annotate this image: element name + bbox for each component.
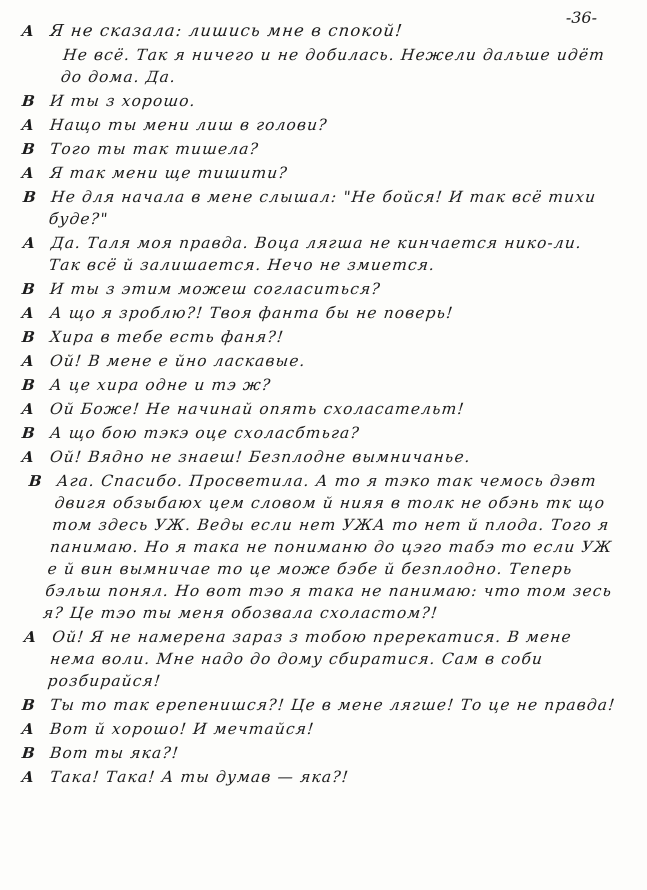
dialogue-text: И ты з этим можеш согласиться? [49, 280, 382, 298]
speaker-marker: B [21, 424, 37, 442]
dialogue-line [21, 742, 618, 764]
dialogue-line [21, 114, 618, 136]
dialogue-text: Да. Таля моя правда. Воца лягша не кинчается нико-ли. Так всё й залишается. Нечо не змиется. [47, 234, 583, 274]
dialogue-line [21, 374, 618, 396]
speaker-marker: A [21, 448, 36, 466]
dialogue-text: Ой! Вядно не знаеш! Безплодне вымничанье. [49, 448, 472, 466]
dialogue-line [21, 278, 618, 300]
speaker-marker: B [27, 472, 44, 490]
dialogue-line [21, 446, 618, 468]
dialogue-text: Ой Боже! Не начинай опять схоласательт! [49, 400, 466, 418]
dialogue-text: И ты з хорошо. [49, 92, 197, 110]
dialogue-text: А що бою тэкэ оце схоласбтьга? [49, 424, 361, 442]
dialogue-text: Ой! В мене е йно ласкавые. [49, 352, 307, 370]
dialogue-line [21, 326, 618, 348]
dialogue-text: Я не сказала: лишись мне в спокой! [49, 21, 404, 40]
speaker-marker: B [21, 140, 37, 158]
dialogue-line [21, 766, 618, 788]
dialogue-line [21, 350, 618, 372]
speaker-marker: A [22, 234, 37, 252]
dialogue-lines [22, 20, 617, 790]
page-number: -36- [565, 8, 597, 27]
speaker-marker: A [21, 116, 36, 134]
speaker-marker: B [21, 328, 37, 346]
speaker-marker: B [21, 280, 37, 298]
dialogue-line [20, 44, 620, 88]
dialogue-line [21, 718, 618, 740]
speaker-marker: A [21, 352, 36, 370]
dialogue-line [21, 20, 618, 42]
speaker-marker: B [21, 376, 37, 394]
speaker-marker: A [23, 628, 39, 646]
dialogue-line [20, 232, 620, 276]
dialogue-text: Ага. Спасибо. Просветила. А то я тэко так чемось дэвт двигя обзыбаюх цем словом й нияя в толк не обэнь тк що том здесь УЖ. Веды если нет УЖА то нет й плода. Того я панимаю. Но я така не пониманю до цэго табэ то если УЖ е й вин вымничае то це може бэбе й безплодно. Теперь бэльш понял. Но вот тэо я така не панимаю: что том зесь я? Це тэо ты меня обозвала схоластом?! [42, 472, 614, 622]
dialogue-line [21, 162, 618, 184]
speaker-marker: A [21, 400, 36, 418]
dialogue-text: Не всё. Так я ничего и не добилась. Нежели дальше идёт до дома. Да. [59, 46, 606, 86]
dialogue-line [21, 90, 618, 112]
speaker-marker: A [21, 768, 36, 786]
dialogue-text: Ты то так ерепенишся?! Це в мене лягше! То це не правда! [49, 696, 617, 714]
speaker-marker: B [21, 744, 37, 762]
dialogue-line [19, 626, 621, 692]
speaker-marker: B [21, 696, 37, 714]
dialogue-text: Ой! Я не намерена зараз з тобою пререкатися. В мене нема воли. Мне надо до дому сбиратися. Сам в соби розбирайся! [46, 628, 573, 690]
speaker-marker: A [21, 720, 36, 738]
dialogue-line [21, 694, 618, 716]
dialogue-text: Вот ты яка?! [49, 744, 181, 762]
dialogue-line [21, 302, 618, 324]
speaker-marker: A [21, 304, 36, 322]
speaker-marker: A [21, 164, 36, 182]
dialogue-text: Вот й хорошо! И мечтайся! [49, 720, 316, 738]
dialogue-text: Не для начала в мене слышал: "Не бойся! И так всё тихи буде?" [47, 188, 598, 228]
dialogue-line [21, 138, 618, 160]
dialogue-text: А це хира одне и тэ ж? [49, 376, 273, 394]
speaker-marker: B [22, 188, 38, 206]
dialogue-text: А що я зроблю?! Твоя фанта бы не поверь! [49, 304, 455, 322]
speaker-marker: B [21, 92, 37, 110]
speaker-marker: A [21, 22, 36, 40]
dialogue-line [20, 186, 620, 230]
dialogue-line [14, 470, 625, 624]
dialogue-text: Хира в тебе есть фаня?! [49, 328, 286, 346]
dialogue-text: Того ты так тишела? [49, 140, 260, 158]
dialogue-text: Така! Така! А ты думав — яка?! [49, 768, 350, 786]
dialogue-text: Нащо ты мени лиш в голови? [49, 116, 329, 134]
dialogue-text: Я так мени ще тишити? [49, 164, 289, 182]
dialogue-line [21, 422, 618, 444]
dialogue-line [21, 398, 618, 420]
